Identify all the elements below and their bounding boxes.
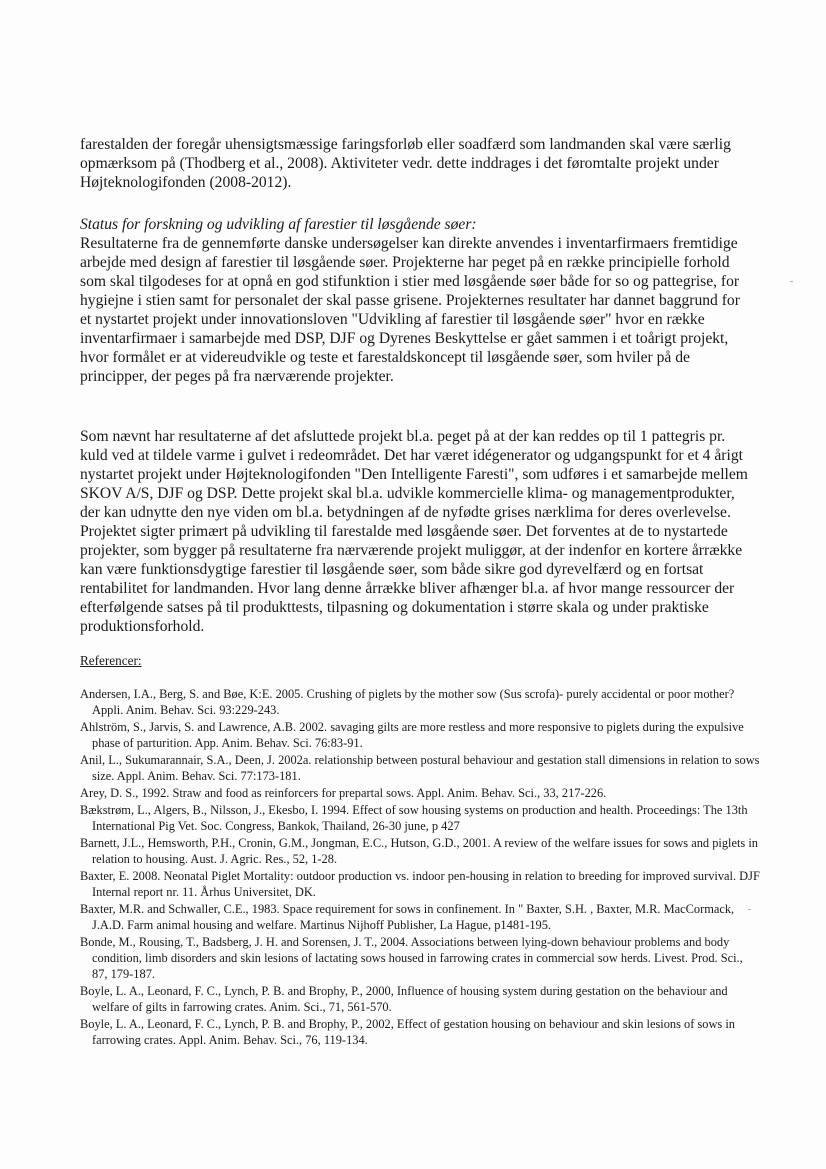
reference-item: Baxter, M.R. and Schwaller, C.E., 1983. Space requirement for sows in confinement. In " Baxter, S.H. , Baxter, M.R. MacCormack, J.A.D. Farm animal housing and welfare. Martinus Nijhoff Publisher, La Hague, p1481-195. [80, 902, 735, 932]
reference-item: Boyle, L. A., Leonard, F. C., Lynch, P. B. and Brophy, P., 2000, Influence of housing system during gestation on the behaviour and welfare of gilts in farrowing crates. Anim. Sci., 71, 561-570. [80, 984, 728, 1014]
paragraph-projects: Som nævnt har resultaterne af det afsluttede projekt bl.a. peget på at der kan reddes op til 1 pattegris pr. kuld ved at tildele varme i gulvet i redeområdet. Det har været idégenerator og udgangspunkt for et 4 årigt nystartet projekt under Højteknologifonden "Den Intelligente Faresti", som udføres i et samarbejde mellem SKOV A/S, DJF og DSP. Dette projekt skal bl.a. udvikle kommercielle klima- og managementprodukter, der kan udnytte den nye viden om bl.a. betydningen af de nyfødte grises nærklima for deres overlevelse. Projektet sigter primært på udvikling til farestalde med løsgående søer. Det forventes at de to nystartede projekter, som bygger på resultaterne fra nærværende projekt muliggør, at der indenfor en kortere årrække kan være funktionsdygtige farestier til løsgående søer, som både sikre god dyrevelfærd og en fortsat rentabilitet for landmanden. Hvor lang denne årrække bliver afhænger bl.a. af hvor mange ressourcer der efterfølgende satses på til produkttests, tilpasning og dokumentation i større skala og under praktiske produktionsforhold. [80, 428, 748, 635]
section-heading: Status for forskning og udvikling af farestier til løsgående søer: [80, 216, 477, 233]
paragraph-status: Resultaterne fra de gennemførte danske undersøgelser kan direkte anvendes i inventarfirmaers fremtidige arbejde med design af farestier til løsgående søer. Projekterne har peget på en række principielle forhold som skal tilgodeses for at opnå en god stifunktion i stier med løsgående søer både for so og pattegrise, for hygiejne i stien samt for personalet der skal passe grisene. Projekternes resultater har dannet baggrund for et nystartet projekt under innovationsloven "Udvikling af farestier til løsgående søer" hvor en række inventarfirmaer i samarbejde med DSP, DJF og Dyrenes Beskyttelse er gået sammen i et toårigt projekt, hvor formålet er at videreudvikle og teste et farestaldskoncept til løsgående søer, som hviler på de principper, der peges på fra nærværende projekter. [80, 235, 740, 385]
reference-item: Bækstrøm, L., Algers, B., Nilsson, J., Ekesbo, I. 1994. Effect of sow housing systems on production and health. Proceedings: The 13th International Pig Vet. Soc. Congress, Bankok, Thailand, 26-30 june, p 427 [80, 803, 748, 833]
reference-item: Bonde, M., Rousing, T., Badsberg, J. H. and Sorensen, J. T., 2004. Associations between lying-down behaviour problems and body condition, limb disorders and skin lesions of lactating sows housed in farrowing crates in commercial sow herds. Livest. Prod. Sci., 87, 179-187. [80, 935, 743, 981]
references-list [80, 686, 760, 1049]
reference-item: Ahlström, S., Jarvis, S. and Lawrence, A.B. 2002. savaging gilts are more restless and more responsive to piglets during the expulsive phase of parturition. App. Anim. Behav. Sci. 76:83-91. [80, 720, 744, 750]
references-heading: Referencer: [80, 653, 142, 668]
scan-speck [790, 281, 793, 282]
reference-item: Baxter, E. 2008. Neonatal Piglet Mortality: outdoor production vs. indoor pen-housing in relation to breeding for improved survival. DJF Internal report nr. 11. Århus Universitet, DK. [80, 869, 760, 899]
reference-item: Andersen, I.A., Berg, S. and Bøe, K:E. 2005. Crushing of piglets by the mother sow (Sus scrofa)- purely accidental or poor mother? Appli. Anim. Behav. Sci. 93:229-243. [80, 687, 735, 717]
paragraph-intro: farestalden der foregår uhensigtsmæssige faringsforløb eller soadfærd som landmanden skal være særlig opmærksom på (Thodberg et al., 2008). Aktiviteter vedr. dette inddrages i det føromtalte projekt under Højteknologifonden (2008-2012). [80, 136, 731, 191]
reference-item: Arey, D. S., 1992. Straw and food as reinforcers for prepartal sows. Appl. Anim. Behav. Sci., 33, 217-226. [80, 786, 607, 800]
reference-item: Barnett, J.L., Hemsworth, P.H., Cronin, G.M., Jongman, E.C., Hutson, G.D., 2001. A review of the welfare issues for sows and piglets in relation to housing. Aust. J. Agric. Res., 52, 1-28. [80, 836, 758, 866]
scan-speck [748, 909, 751, 910]
reference-item: Boyle, L. A., Leonard, F. C., Lynch, P. B. and Brophy, P., 2002, Effect of gestation housing on behaviour and skin lesions of sows in farrowing crates. Appl. Anim. Behav. Sci., 76, 119-134. [80, 1017, 735, 1047]
reference-item: Anil, L., Sukumarannair, S.A., Deen, J. 2002a. relationship between postural behaviour and gestation stall dimensions in relation to sows size. Appl. Anim. Behav. Sci. 77:173-181. [80, 753, 760, 783]
